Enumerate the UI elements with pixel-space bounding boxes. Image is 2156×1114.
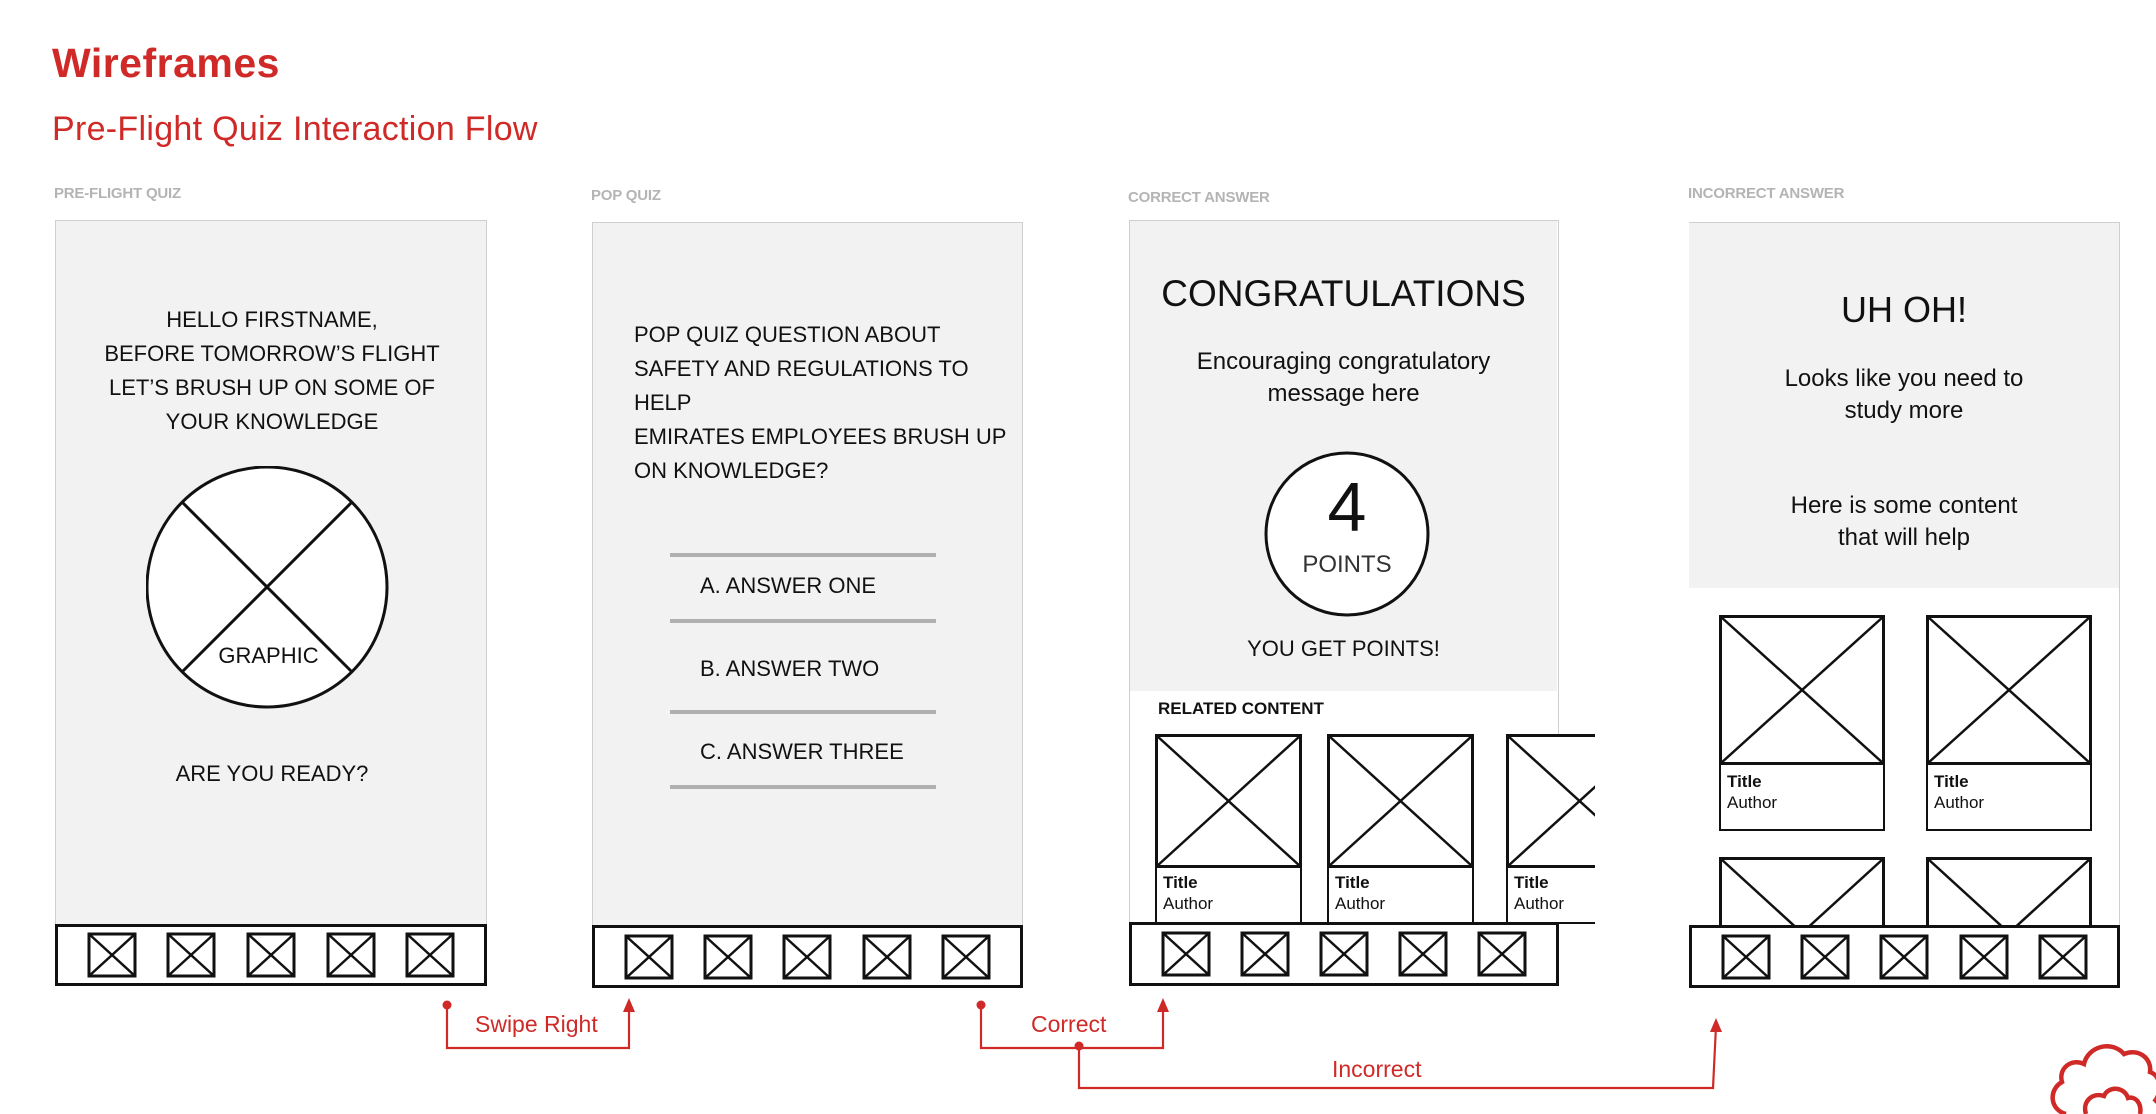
answer-option-b[interactable]: B. ANSWER TWO	[700, 656, 880, 681]
uh-oh-heading: UH OH!	[1841, 289, 1967, 330]
intro-line: LET’S BRUSH UP ON SOME OF	[109, 375, 435, 400]
question-line: SAFETY AND REGULATIONS TO HELP	[634, 356, 969, 415]
card-author: Author	[1335, 894, 1386, 913]
message-line: Looks like you need to	[1784, 365, 2024, 392]
card-title: Title	[1335, 873, 1370, 892]
card-title: Title	[1934, 772, 1969, 791]
intro-line: HELLO FIRSTNAME,	[166, 307, 378, 332]
congrats-heading: CONGRATULATIONS	[1161, 273, 1526, 314]
message-line: that will help	[1837, 524, 1971, 551]
message-line: Encouraging congratulatory	[1196, 348, 1491, 375]
flow-label-swipe-right: Swipe Right	[475, 1011, 598, 1037]
screen-label-popquiz: POP QUIZ	[591, 187, 661, 204]
screen-label-preflight: PRE-FLIGHT QUIZ	[54, 185, 181, 202]
question-line: ON KNOWLEDGE?	[634, 458, 829, 483]
ready-text: ARE YOU READY?	[175, 761, 369, 786]
points-label: POINTS	[1302, 551, 1392, 578]
points-caption: YOU GET POINTS!	[1247, 636, 1440, 661]
card-title: Title	[1163, 873, 1198, 892]
question-line: EMIRATES EMPLOYEES BRUSH UP	[634, 424, 1007, 449]
message-line: study more	[1844, 397, 1964, 424]
flow-arrowhead	[1157, 998, 1169, 1012]
answer-option-a[interactable]: A. ANSWER ONE	[700, 573, 877, 598]
flow-arrowhead	[1710, 1018, 1722, 1032]
flow-start-dot	[977, 1001, 986, 1010]
page-subtitle: Pre-Flight Quiz Interaction Flow	[52, 110, 538, 148]
page-title: Wireframes	[52, 40, 280, 86]
graphic-label: GRAPHIC	[218, 643, 319, 668]
answer-option-c[interactable]: C. ANSWER THREE	[700, 739, 904, 764]
card-author: Author	[1934, 793, 1985, 812]
screen-label-incorrect: INCORRECT ANSWER	[1688, 185, 1845, 202]
message-line: message here	[1267, 380, 1420, 407]
flow-arrowhead	[623, 998, 635, 1012]
related-content-heading: RELATED CONTENT	[1158, 699, 1324, 718]
flow-start-dot	[1075, 1042, 1084, 1051]
card-author: Author	[1514, 894, 1565, 913]
question-line: POP QUIZ QUESTION ABOUT	[634, 322, 941, 347]
message-line: Here is some content	[1790, 492, 2018, 519]
intro-line: YOUR KNOWLEDGE	[165, 409, 379, 434]
flow-label-incorrect: Incorrect	[1332, 1056, 1422, 1082]
card-author: Author	[1163, 894, 1214, 913]
cloud-logo-icon	[2046, 1036, 2156, 1114]
card-author: Author	[1727, 793, 1778, 812]
flow-label-correct: Correct	[1031, 1011, 1107, 1037]
flow-start-dot	[443, 1001, 452, 1010]
card-title: Title	[1514, 873, 1549, 892]
card-title: Title	[1727, 772, 1762, 791]
points-value: 4	[1327, 468, 1367, 546]
intro-line: BEFORE TOMORROW’S FLIGHT	[104, 341, 440, 366]
screen-label-correct: CORRECT ANSWER	[1128, 189, 1270, 206]
